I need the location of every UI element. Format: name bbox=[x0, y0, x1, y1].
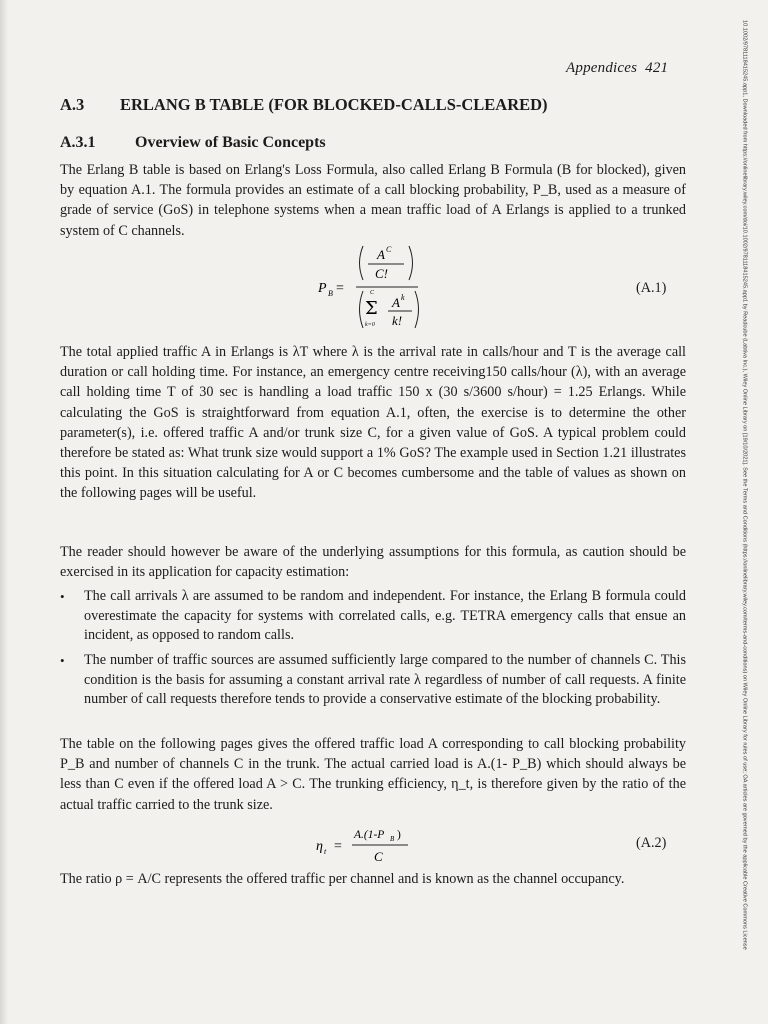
subsection-title: Overview of Basic Concepts bbox=[135, 134, 326, 151]
eq2-numerator: A.(1-P bbox=[354, 829, 385, 841]
eq1-bot-paren-left bbox=[360, 291, 364, 328]
paragraph-assumptions: The reader should however be aware of the underlying assumptions for this formula, as caution should be exercised in its application for capacity estimation: bbox=[60, 544, 686, 581]
paragraph-table-intro: The table on the following pages gives the offered traffic load A corresponding to call blocking probability P_B and number of channels C in the trunk. The actual carried load is A.(1- P_B) which should always be less than C even if the offered load A > C. The trunking efficiency, η_t, is therefore given by the ratio of the actual traffic carried to the trunk size. bbox=[60, 736, 686, 813]
eq2-label: (A.2) bbox=[636, 835, 667, 851]
paragraph-intro: The Erlang B table is based on Erlang's Loss Formula, also called Erlang B Formula (B for blocked), given by equation A.1. The formula provides an estimate of a call blocking probability, P_B, used as a measure of grade of service (GoS) in telephone systems when a mean traffic load of A Erlangs is applied to a trunked system of C channels. bbox=[60, 162, 686, 239]
eq1-num-base: A bbox=[377, 247, 385, 262]
eq1-num-exp: C bbox=[386, 245, 392, 254]
running-head bbox=[566, 60, 668, 77]
paragraph-traffic: The total applied traffic A in Erlangs is λT where λ is the arrival rate in calls/hour and T is the average call duration or call holding time. For instance, an emergency centre receiving150 calls/hour (λ), with an average call holding time T of 30 sec is handling a load traffic 150 x (30 s/3600 s/hour) = 1.25 Erlangs. While calculating the GoS is straightforward from equation A.1, often, the exercise is to determine the other parameter(s), i.e. offered traffic A and/or trunk size C, for a given value of GoS. A typical problem could therefore be stated as: What trunk size would support a 1% GoS? The example used in Section 1.21 illustrates this point. In this situation calculating for A or C becomes cumbersome and the table of values as shown on the following pages will be useful. bbox=[60, 344, 686, 502]
bullet-dot: • bbox=[60, 653, 65, 668]
eq2-equals: = bbox=[334, 839, 342, 854]
section-number: A.3 bbox=[60, 95, 85, 114]
section-heading bbox=[60, 95, 700, 115]
eq1-den-base: A bbox=[392, 295, 400, 310]
eq1-den-exp: k bbox=[401, 293, 405, 302]
eq1-lhs-sub: B bbox=[328, 289, 333, 298]
bullet-dot: • bbox=[60, 589, 65, 604]
equation-a2 bbox=[310, 822, 430, 870]
equation-a1 bbox=[300, 242, 440, 334]
eq1-sum-lower: k=0 bbox=[365, 322, 375, 328]
eq1-bot-paren-right bbox=[415, 291, 419, 328]
subsection-number: A.3.1 bbox=[60, 134, 96, 151]
eq2-lhs-sub: t bbox=[324, 847, 327, 856]
eq1-top-paren-left bbox=[360, 246, 364, 280]
eq1-den-den: k! bbox=[392, 313, 403, 328]
eq1-equals: = bbox=[336, 281, 344, 296]
eq2-lhs: η bbox=[316, 839, 323, 854]
running-head-title: Appendices bbox=[566, 60, 638, 76]
list-item-text: The number of traffic sources are assumed sufficiently large compared to the number of channels C. This condition is the basis for assuming a constant arrival rate λ regardless of number of call requests. A finite number of call requests therefore tends to provide a conservative estimate of the blocking probability. bbox=[84, 652, 686, 707]
list-item-arrivals bbox=[60, 587, 686, 646]
eq1-top-paren-right bbox=[409, 246, 413, 280]
eq1-lhs: P bbox=[318, 281, 327, 296]
section-title: ERLANG B TABLE (FOR BLOCKED-CALLS-CLEARED) bbox=[120, 95, 548, 114]
eq1-label: (A.1) bbox=[636, 280, 667, 296]
eq2-numerator-sub: B bbox=[390, 835, 395, 843]
eq1-sigma: Σ bbox=[365, 298, 378, 319]
eq2-denominator: C bbox=[374, 849, 383, 864]
page-number: 421 bbox=[645, 60, 669, 76]
page-shadow-edge bbox=[0, 0, 8, 1024]
eq1-num-den: C! bbox=[375, 266, 388, 281]
list-item-sources bbox=[60, 651, 686, 710]
subsection-heading bbox=[60, 134, 326, 152]
paragraph-occupancy: The ratio ρ = A/C represents the offered traffic per channel and is known as the channel occupancy. bbox=[60, 871, 625, 887]
eq2-numerator-end: ) bbox=[397, 829, 401, 841]
list-item-text: The call arrivals λ are assumed to be random and independent. For instance, the Erlang B formula could overestimate the capacity for systems with correlated calls, e.g. TETRA emergency calls that ensue an incident, as opposed to random calls. bbox=[84, 588, 686, 643]
eq1-sum-upper: C bbox=[370, 290, 375, 296]
download-notice: 10.1002/9781118415245.app1, Downloaded from https://onlinelibrary.wiley.com/doi/10.1002/9781118415245.app1 by Readcube (Labtiva Inc.), Wiley Online Library on [19/10/2021]. See the Terms and Conditions (https://onlinelibrary.wiley.com/terms-and-conditions) on Wiley Online Library for rules of use; OA articles are governed by the applicable Creative Commons License bbox=[741, 20, 748, 950]
